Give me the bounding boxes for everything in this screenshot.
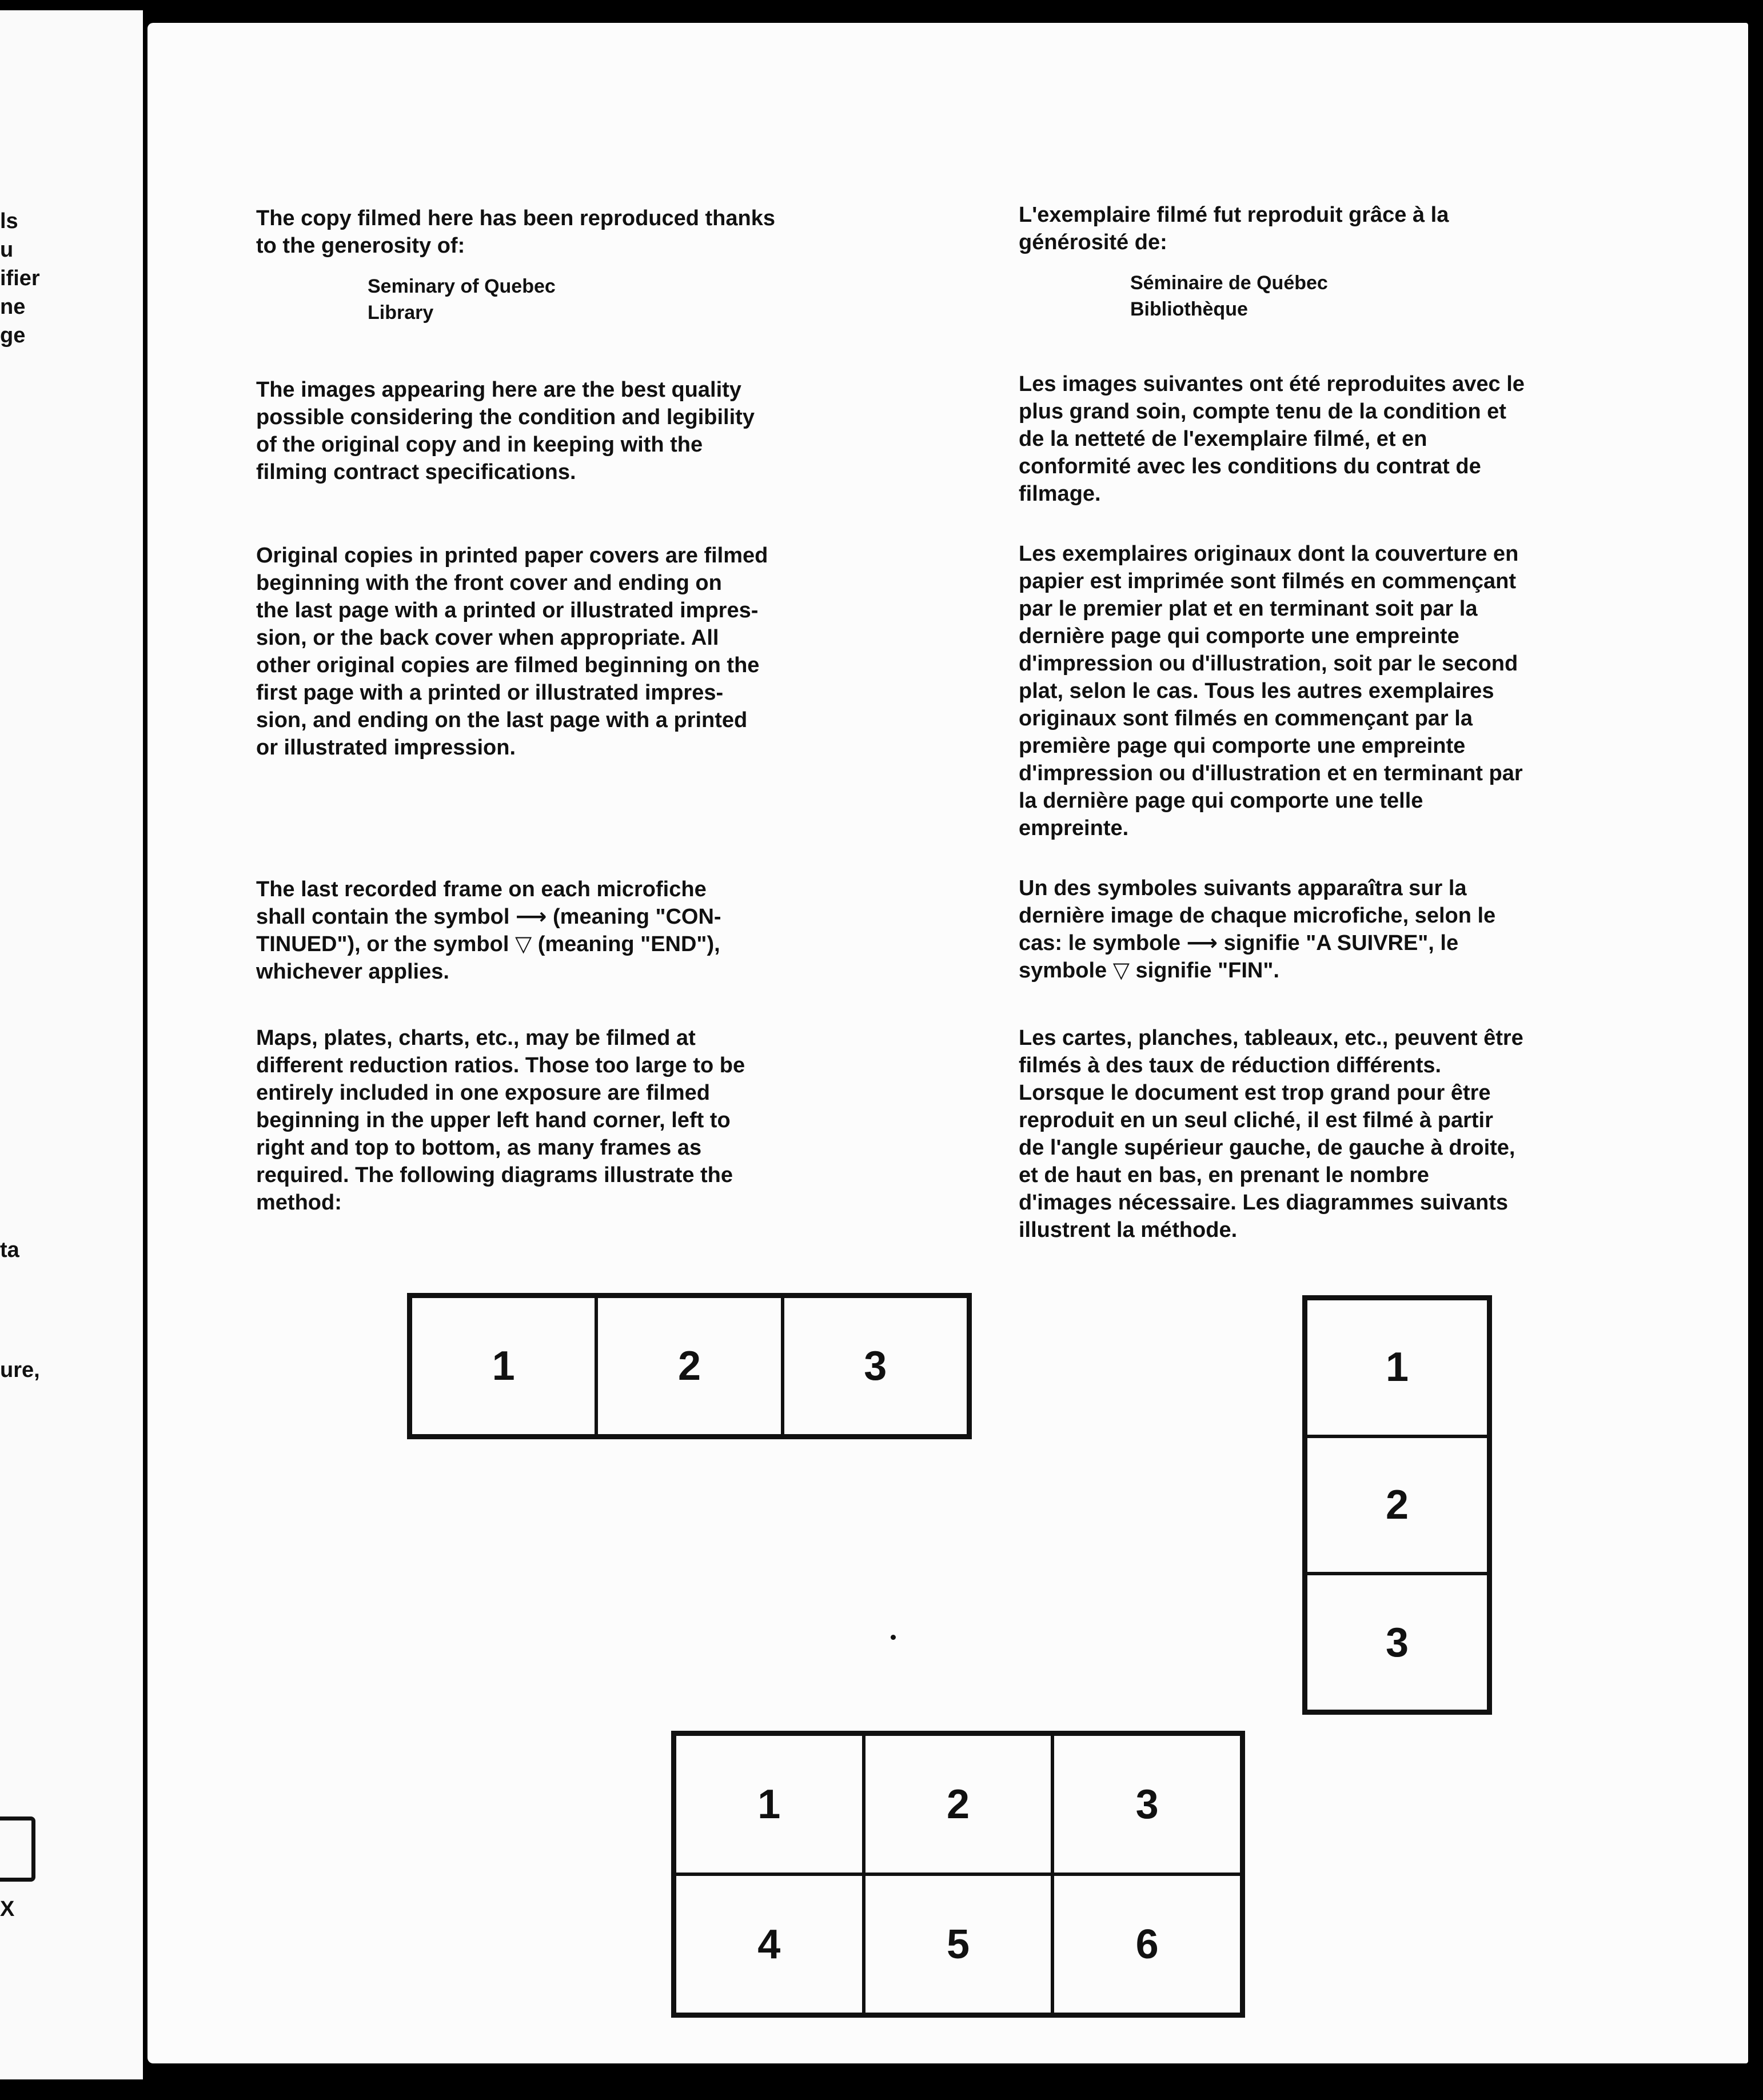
frame-cell: 2 [864,1734,1053,1874]
speck [891,1635,896,1640]
frame-cell: 3 [1306,1574,1489,1711]
en-quality-paragraph: The images appearing here are the best quality possible considering the condition and legibility of the original copy and in keeping with the filming contract specifications. [256,378,755,484]
frame-cell: 1 [1306,1299,1489,1436]
fr-originals-paragraph: Les exemplaires originaux dont la couverture en papier est imprimée sont filmés en commençant par le premier plat et en terminant soit par la dernière page qui comporte une empreinte d'impression ou d'illustration, soit par le second plat, selon le cas. Tous les autres exemplaires originaux sont filmés en commençant par la première page qui comporte une empreinte d'impression ou d'illustration et en terminant par la dernière page qui comporte une telle empreinte. [1019,542,1523,840]
left-fragment: ure, [0,1358,40,1382]
en-institution-library: Library [368,302,434,324]
left-fragment: u [0,238,14,262]
en-symbols-paragraph: The last recorded frame on each microfiche shall contain the symbol ⟶ (meaning "CON- TINUED"), or the symbol ▽ (meaning "END"), whichever applies. [256,877,721,984]
frame-cell: 4 [675,1874,864,2014]
fr-maps-paragraph: Les cartes, planches, tableaux, etc., peuvent être filmés à des taux de réduction différents. Lorsque le document est trop grand pour être reproduit en un seul cliché, il est filmé à partir de l'angle supérieur gauche, de gauche à droite, et de haut en bas, en prenant le nombre d'images nécessaire. Les diagrammes suivants illustrent la méthode. [1019,1026,1523,1242]
frame-cell: 3 [783,1296,968,1436]
left-fragment: ta [0,1238,19,1262]
en-originals-paragraph: Original copies in printed paper covers are filmed beginning with the front cover and ending on the last page with a printed or illustrated impres- sion, or the back cover when appropriate. All other original copies are filmed beginning on the first page with a printed or illustrated impres- sion, and ending on the last page with a printed or illustrated impression. [256,544,768,760]
fr-symbols-paragraph: Un des symboles suivants apparaîtra sur la dernière image de chaque microfiche, selon le cas: le symbole ⟶ signifie "A SUIVRE", le symbole ▽ signifie "FIN". [1019,876,1496,983]
en-institution-name: Seminary of Quebec [368,276,556,297]
frame-cell: 6 [1052,1874,1242,2014]
fr-acknowledgement: L'exemplaire filmé fut reproduit grâce à la générosité de: [1019,203,1449,254]
previous-page-edge [0,10,143,2079]
fr-quality-paragraph: Les images suivantes ont été reproduites avec le plus grand soin, compte tenu de la condition et de la netteté de l'exemplaire filmé, et en conformité avec les conditions du contrat de filmage. [1019,372,1525,506]
left-fragment: ge [0,324,26,348]
left-fragment: ifier [0,266,40,290]
grid-frame-diagram [671,1731,1245,2018]
left-fragment: ne [0,295,26,319]
en-maps-paragraph: Maps, plates, charts, etc., may be filmed at different reduction ratios. Those too large to be entirely included in one exposure are filmed beginning in the upper left hand corner, left to right and top to bottom, as many frames as required. The following diagrams illustrate the method: [256,1026,745,1215]
frame-cell: 1 [675,1734,864,1874]
horizontal-frame-diagram [407,1293,972,1439]
document-page [147,23,1748,2063]
vertical-frame-diagram [1302,1295,1492,1715]
frame-cell: 2 [596,1296,782,1436]
en-acknowledgement: The copy filmed here has been reproduced thanks to the generosity of: [256,206,776,258]
frame-cell: 1 [410,1296,596,1436]
left-fragment: X [0,1897,15,1921]
fr-institution-name: Séminaire de Québec [1130,272,1328,294]
frame-cell: 3 [1052,1734,1242,1874]
left-fragment: ls [0,209,18,233]
frame-cell: 5 [864,1874,1053,2014]
frame-cell: 2 [1306,1436,1489,1574]
left-diagram-fragment [0,1816,35,1882]
fr-institution-library: Bibliothèque [1130,298,1248,320]
